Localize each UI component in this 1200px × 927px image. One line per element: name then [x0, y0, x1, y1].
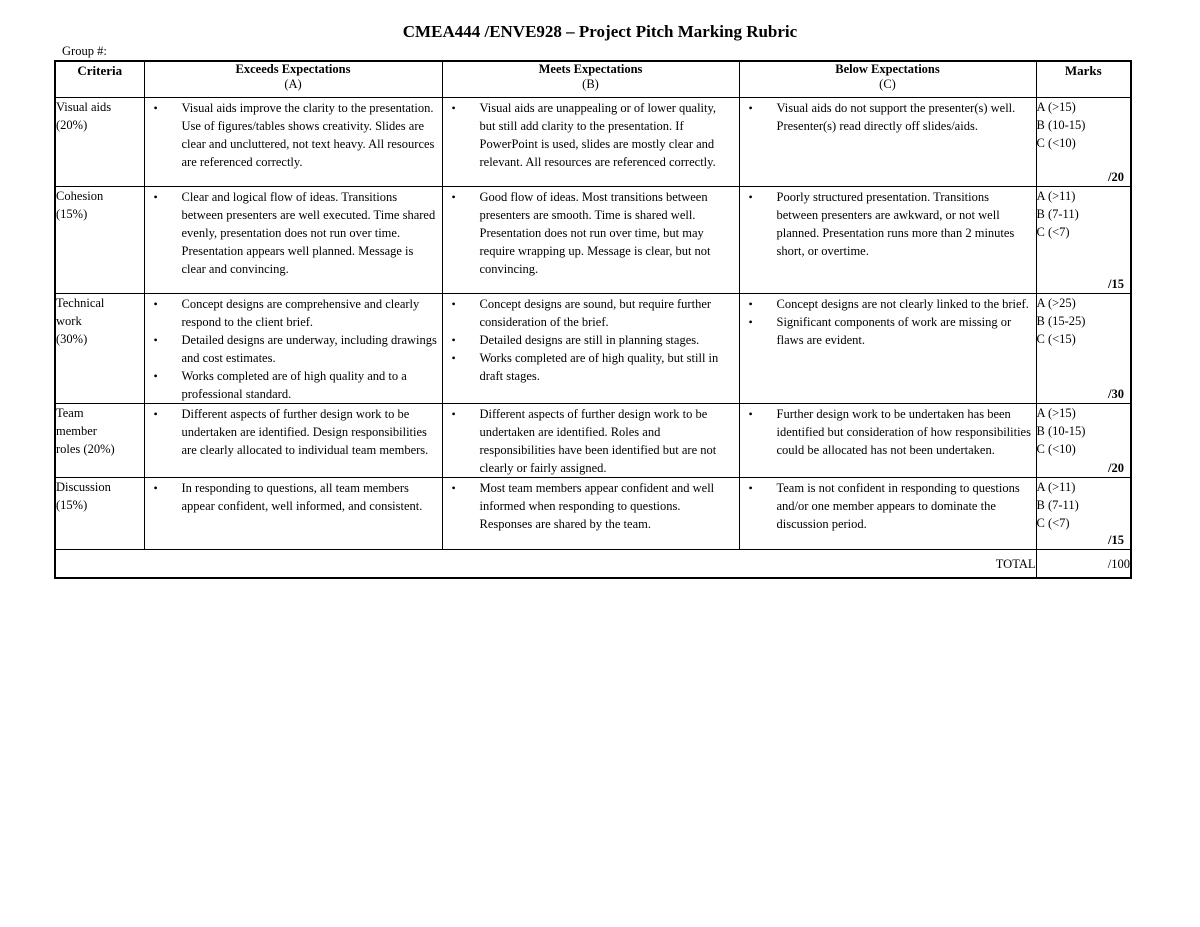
grade-band: C (<15): [1036, 332, 1076, 346]
exceeds-cell: [144, 187, 442, 294]
criterion-cell: [55, 478, 144, 550]
total-value: /100: [1036, 550, 1131, 579]
rubric-row-team-member-roles: [55, 404, 1131, 478]
header-row: [55, 61, 1131, 98]
marks-cell: [1036, 478, 1131, 550]
descriptor-bullet: • Most team members appear confident and well informed when responding to questions. Responses are shared by the team.: [443, 479, 735, 533]
criterion-label: Technical: [56, 296, 105, 310]
criterion-cell: [55, 98, 144, 187]
header-marks: Marks: [1036, 61, 1131, 98]
grade-band: C (<7): [1036, 225, 1070, 239]
descriptor-bullet: • Detailed designs are still in planning stages.: [443, 331, 735, 349]
max-marks: /30: [1108, 387, 1124, 401]
criterion-label: work: [56, 314, 82, 328]
criterion-label: (15%): [56, 498, 88, 512]
descriptor-bullet: • Further design work to be undertaken has been identified but consideration of how responsibilities could be allocated has not been undertaken.: [740, 405, 1032, 459]
below-cell: [739, 98, 1036, 187]
group-number-label: Group #:: [62, 44, 107, 58]
descriptor-bullet: • Visual aids improve the clarity to the presentation. Use of figures/tables shows creativity. Slides are clear and uncluttered, not text heavy. All resources are referenced correctly.: [145, 99, 438, 171]
descriptor-bullet: • Team is not confident in responding to questions and/or one member appears to dominate the discussion period.: [740, 479, 1032, 533]
criterion-label: roles (20%): [56, 442, 115, 456]
grade-band: C (<10): [1036, 442, 1076, 456]
meets-cell: [442, 98, 739, 187]
total-row: [55, 550, 1131, 579]
meets-cell: [442, 478, 739, 550]
criterion-cell: [55, 187, 144, 294]
marks-cell: [1036, 187, 1131, 294]
marks-cell: [1036, 294, 1131, 404]
criterion-label: Cohesion: [56, 189, 104, 203]
descriptor-bullet: • Visual aids are unappealing or of lower quality, but still add clarity to the presentation. If PowerPoint is used, slides are mostly clear and relevant. All resources are referenced correctly.: [443, 99, 735, 171]
criterion-label: (30%): [56, 332, 88, 346]
header-criteria: Criteria: [55, 61, 144, 98]
descriptor-bullet: • Different aspects of further design work to be undertaken are identified. Roles and responsibilities have been identified but are not clearly or fairly assigned.: [443, 405, 735, 477]
descriptor-bullet: • Visual aids do not support the presenter(s) well. Presenter(s) read directly off slides/aids.: [740, 99, 1032, 135]
criterion-label: Team: [56, 406, 84, 420]
exceeds-cell: [144, 478, 442, 550]
grade-band: A (>15): [1036, 100, 1076, 114]
header-exceeds: [144, 61, 442, 98]
header-meets: [442, 61, 739, 98]
descriptor-bullet: • Detailed designs are underway, including drawings and cost estimates.: [145, 331, 438, 367]
marks-cell: [1036, 404, 1131, 478]
descriptor-bullet: • Concept designs are comprehensive and clearly respond to the client brief.: [145, 295, 438, 331]
descriptor-bullet: • Concept designs are not clearly linked to the brief.: [740, 295, 1032, 313]
header-below-title: Below Expectations: [835, 62, 940, 76]
page-title: CMEA444 /ENVE928 – Project Pitch Marking Rubric: [402, 22, 798, 41]
header-meets-code: (B): [582, 77, 599, 91]
descriptor-bullet: • In responding to questions, all team members appear confident, well informed, and consistent.: [145, 479, 438, 515]
descriptor-bullet: • Significant components of work are missing or flaws are evident.: [740, 313, 1032, 349]
grade-band: C (<10): [1036, 136, 1076, 150]
below-cell: [739, 404, 1036, 478]
meets-cell: [442, 187, 739, 294]
max-marks: /20: [1108, 461, 1124, 475]
below-cell: [739, 478, 1036, 550]
descriptor-bullet: • Concept designs are sound, but require further consideration of the brief.: [443, 295, 735, 331]
rubric-row-cohesion: [55, 187, 1131, 294]
criterion-label: (15%): [56, 207, 88, 221]
exceeds-cell: [144, 294, 442, 404]
rubric-row-technical-work: [55, 294, 1131, 404]
exceeds-cell: [144, 98, 442, 187]
criterion-cell: [55, 404, 144, 478]
criterion-label: member: [56, 424, 97, 438]
grade-band: A (>11): [1036, 189, 1076, 203]
descriptor-bullet: • Clear and logical flow of ideas. Transitions between presenters are well executed. Time shared evenly, presentation does not run over time. Presentation appears well planned. Message is clear and convincing.: [145, 188, 438, 278]
grade-band: A (>25): [1036, 296, 1076, 310]
grade-band: B (15-25): [1036, 314, 1086, 328]
grade-band: A (>15): [1036, 406, 1076, 420]
exceeds-cell: [144, 404, 442, 478]
max-marks: /20: [1108, 170, 1124, 184]
descriptor-bullet: • Works completed are of high quality, but still in draft stages.: [443, 349, 735, 385]
grade-band: A (>11): [1036, 480, 1076, 494]
marks-cell: [1036, 98, 1131, 187]
descriptor-bullet: • Poorly structured presentation. Transitions between presenters are awkward, or not well planned. Presentation runs more than 2 minutes short, or overtime.: [740, 188, 1032, 260]
header-exceeds-code: (A): [284, 77, 302, 91]
max-marks: /15: [1108, 277, 1124, 291]
meets-cell: [442, 404, 739, 478]
max-marks: /15: [1108, 533, 1124, 547]
grade-band: C (<7): [1036, 516, 1070, 530]
criterion-label: Discussion: [56, 480, 111, 494]
criterion-label: (20%): [56, 118, 88, 132]
criterion-cell: [55, 294, 144, 404]
header-below-code: (C): [879, 77, 896, 91]
total-label: TOTAL: [55, 550, 1036, 579]
header-meets-title: Meets Expectations: [538, 62, 643, 76]
grade-band: B (7-11): [1036, 498, 1079, 512]
grade-band: B (10-15): [1036, 424, 1086, 438]
grade-band: B (10-15): [1036, 118, 1086, 132]
header-exceeds-title: Exceeds Expectations: [235, 62, 351, 76]
grade-band: B (7-11): [1036, 207, 1079, 221]
descriptor-bullet: • Different aspects of further design work to be undertaken are identified. Design responsibilities are clearly allocated to individual team members.: [145, 405, 438, 459]
below-cell: [739, 187, 1036, 294]
criterion-label: Visual aids: [56, 100, 112, 114]
rubric-row-discussion: [55, 478, 1131, 550]
descriptor-bullet: • Good flow of ideas. Most transitions between presenters are smooth. Time is shared well. Presentation does not run over time, but may require wrapping up. Message is clear, but not convincing.: [443, 188, 735, 278]
rubric-row-visual-aids: [55, 98, 1131, 187]
header-below: [739, 61, 1036, 98]
descriptor-bullet: • Works completed are of high quality and to a professional standard.: [145, 367, 438, 403]
meets-cell: [442, 294, 739, 404]
marking-rubric-table: [54, 60, 1132, 579]
below-cell: [739, 294, 1036, 404]
